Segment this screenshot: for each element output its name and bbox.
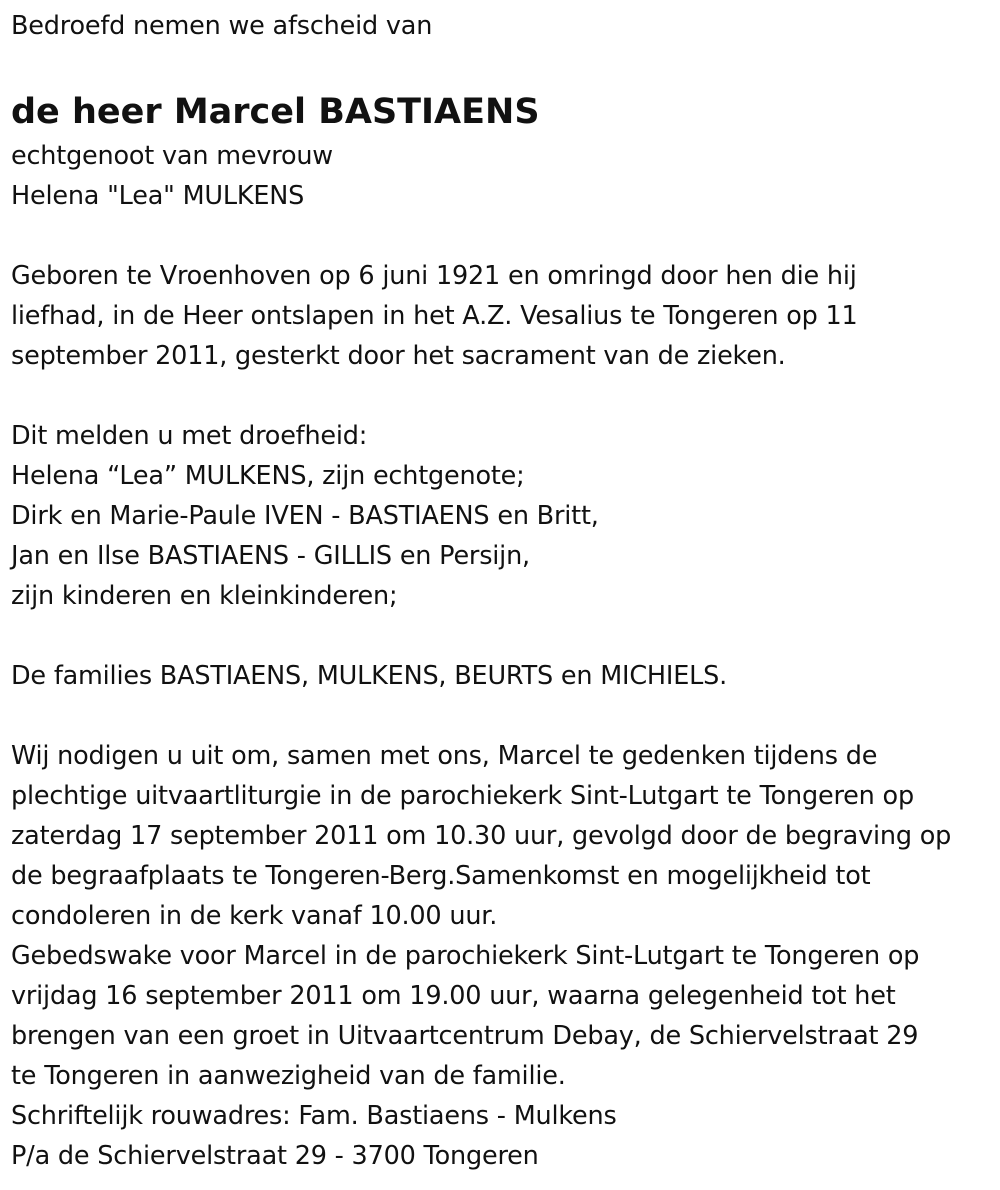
text-line: zaterdag 17 september 2011 om 10.30 uur, gevolgd door de begraving op [11, 821, 952, 851]
family-member-line: Jan en Ilse BASTIAENS - GILLIS en Persijn, [11, 541, 530, 571]
text-line: Wij nodigen u uit om, samen met ons, Marcel te gedenken tijdens de [11, 741, 878, 771]
text-line: liefhad, in de Heer ontslapen in het A.Z. Vesalius te Tongeren op 11 [11, 301, 858, 331]
text-line: Geboren te Vroenhoven op 6 juni 1921 en omringd door hen die hij [11, 261, 857, 291]
spouse-relation: echtgenoot van mevrouw [11, 141, 333, 171]
text-line: Schriftelijk rouwadres: Fam. Bastiaens - Mulkens [11, 1101, 617, 1131]
family-member-line: Dirk en Marie-Paule IVEN - BASTIAENS en Britt, [11, 501, 599, 531]
text-line: te Tongeren in aanwezigheid van de familie. [11, 1061, 566, 1091]
text-line: september 2011, gesterkt door het sacrament van de zieken. [11, 341, 786, 371]
spouse-name: Helena "Lea" MULKENS [11, 181, 305, 211]
family-member-line: zijn kinderen en kleinkinderen; [11, 581, 398, 611]
funeral-paragraph [11, 736, 991, 1176]
family-intro: Dit melden u met droefheid: [11, 421, 368, 451]
text-line: plechtige uitvaartliturgie in de parochiekerk Sint-Lutgart te Tongeren op [11, 781, 914, 811]
text-line: vrijdag 16 september 2011 om 19.00 uur, waarna gelegenheid tot het [11, 981, 896, 1011]
paragraph-gap [11, 376, 991, 416]
paragraph-gap [11, 696, 991, 736]
text-line: de begraafplaats te Tongeren-Berg.Samenkomst en mogelijkheid tot [11, 861, 871, 891]
text-line: condoleren in de kerk vanaf 10.00 uur. [11, 901, 498, 931]
family-paragraph [11, 416, 991, 616]
family-member-line: Helena “Lea” MULKENS, zijn echtgenote; [11, 461, 525, 491]
intro-text: Bedroefd nemen we afscheid van [11, 11, 433, 41]
text-line: brengen van een groet in Uitvaartcentrum Debay, de Schiervelstraat 29 [11, 1021, 919, 1051]
paragraph-gap [11, 216, 991, 256]
text-line: Gebedswake voor Marcel in de parochiekerk Sint-Lutgart te Tongeren op [11, 941, 920, 971]
families-line: De families BASTIAENS, MULKENS, BEURTS en MICHIELS. [11, 661, 728, 691]
birth-death-paragraph [11, 256, 991, 376]
paragraph-gap [11, 616, 991, 656]
text-line: P/a de Schiervelstraat 29 - 3700 Tongeren [11, 1141, 539, 1171]
deceased-name: de heer Marcel BASTIAENS [11, 92, 540, 132]
obituary-notice [11, 8, 991, 1176]
